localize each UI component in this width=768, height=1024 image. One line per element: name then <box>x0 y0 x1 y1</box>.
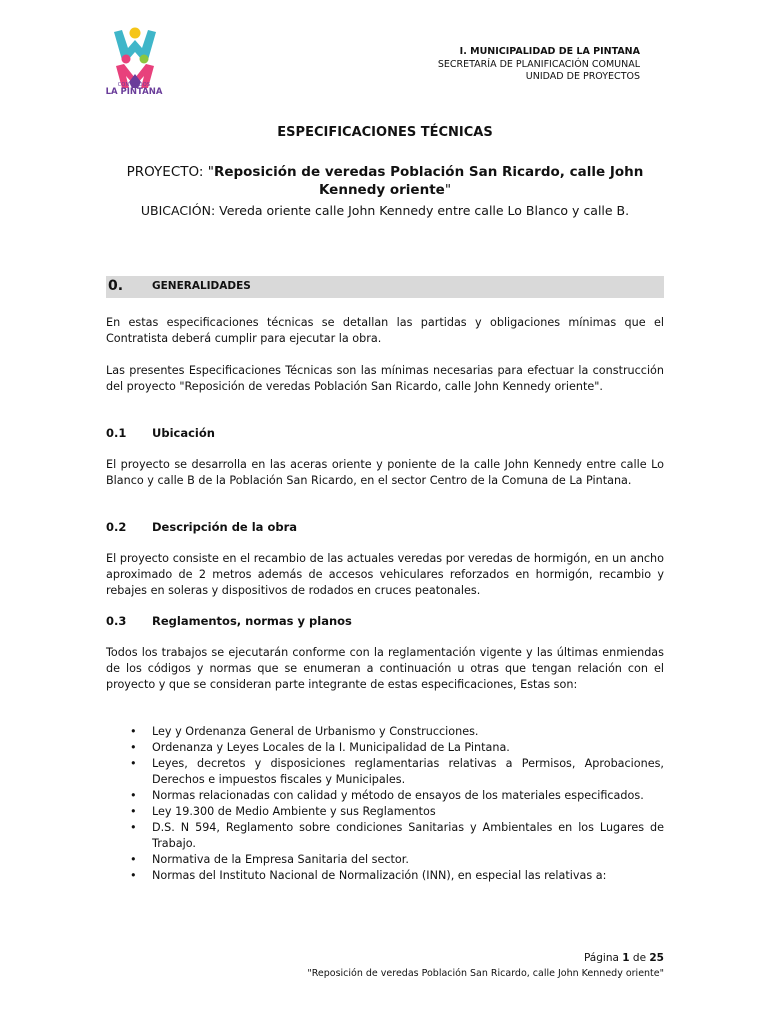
regulations-list <box>106 724 664 884</box>
project-suffix: " <box>444 182 452 198</box>
page-header <box>438 46 640 84</box>
page-of: de <box>632 952 647 964</box>
page-footer <box>307 951 664 981</box>
header-secretaria: SECRETARÍA DE PLANIFICACIÓN COMUNAL <box>437 58 640 70</box>
subsection-title: Reglamentos, normas y planos <box>152 614 352 628</box>
paragraph-scope: Las presentes Especificaciones Técnicas son las mínimas necesarias para efectuar la construcción del proyecto "Reposición de veredas Población San Ricardo, calle John Kennedy oriente". <box>106 364 664 393</box>
document-title: ESPECIFICACIONES TÉCNICAS <box>277 125 493 140</box>
footer-project-ref: "Reposición de veredas Población San Ricardo, calle John Kennedy oriente" <box>307 968 664 979</box>
subsection-number: 0.1 <box>106 426 127 440</box>
header-municipality: I. MUNICIPALIDAD DE LA PINTANA <box>459 46 640 57</box>
logo-caption <box>96 82 172 97</box>
list-item: • Normas relacionadas con calidad y método de ensayos de los materiales especificados. <box>106 788 664 804</box>
logo-caption-big: LA PINTANA <box>105 87 163 97</box>
list-item: • Ordenanza y Leyes Locales de la I. Municipalidad de La Pintana. <box>106 740 664 756</box>
subsection-number: 0.2 <box>106 520 127 534</box>
subsection-number: 0.3 <box>106 614 127 628</box>
subsection-heading-descripcion <box>106 520 664 534</box>
list-item: • Ley y Ordenanza General de Urbanismo y Construcciones. <box>106 724 664 740</box>
project-prefix: PROYECTO: " <box>126 164 214 180</box>
page-label: Página <box>583 952 619 964</box>
header-unidad: UNIDAD DE PROYECTOS <box>525 71 640 82</box>
page-number <box>307 951 664 966</box>
subsection-heading-ubicacion <box>106 426 664 440</box>
list-item: • Leyes, decretos y disposiciones reglamentarias relativas a Permisos, Aprobaciones, Derechos e impuestos fiscales y Municipales. <box>106 756 664 788</box>
subsection-title: Ubicación <box>152 426 215 440</box>
list-item: • Ley 19.300 de Medio Ambiente y sus Reglamentos <box>106 804 664 820</box>
list-item: • Normativa de la Empresa Sanitaria del sector. <box>106 852 664 868</box>
list-item: • Normas del Instituto Nacional de Normalización (INN), en especial las relativas a: <box>106 868 664 884</box>
subsection-title: Descripción de la obra <box>152 520 298 534</box>
paragraph-ubicacion: El proyecto se desarrolla en las aceras oriente y poniente de la calle John Kennedy entre calle Lo Blanco y calle B de la Población San Ricardo, en el sector Centro de la Comuna de La Pintana. <box>106 458 664 487</box>
paragraph-reglamentos: Todos los trabajos se ejecutarán conforme con la reglamentación vigente y las últimas enmiendas de los códigos y normas que se enumeran a continuación u otras que tengan relación con el proyecto y que se consideran parte integrante de estas especificaciones, Estas son: <box>106 646 664 691</box>
paragraph-descripcion: El proyecto consiste en el recambio de las actuales veredas por veredas de hormigón, en un ancho aproximado de 2 metros además de accesos vehiculares reforzados en hormigón, recambio y rebajes en soleras y dispositivos de rodados en cruces peatonales. <box>106 552 664 597</box>
list-item: • D.S. N 594, Reglamento sobre condiciones Sanitarias y Ambientales en los Lugares de Trabajo. <box>106 820 664 852</box>
section-title: GENERALIDADES <box>152 280 251 292</box>
page-total: 25 <box>649 952 664 964</box>
project-name: Reposición de veredas Población San Ricardo, calle John Kennedy oriente <box>213 164 644 198</box>
page-current: 1 <box>622 952 630 964</box>
subsection-heading-reglamentos <box>106 614 664 628</box>
paragraph-intro: En estas especificaciones técnicas se detallan las partidas y obligaciones mínimas que el Contratista deberá cumplir para ejecutar la obra. <box>106 316 664 345</box>
logo-caption-small: CON TODOS <box>117 82 151 88</box>
section-number: 0. <box>108 278 124 294</box>
section-heading-bar <box>106 276 664 298</box>
location-line: UBICACIÓN: Vereda oriente calle John Kennedy entre calle Lo Blanco y calle B. <box>140 203 630 218</box>
project-line <box>106 163 664 199</box>
